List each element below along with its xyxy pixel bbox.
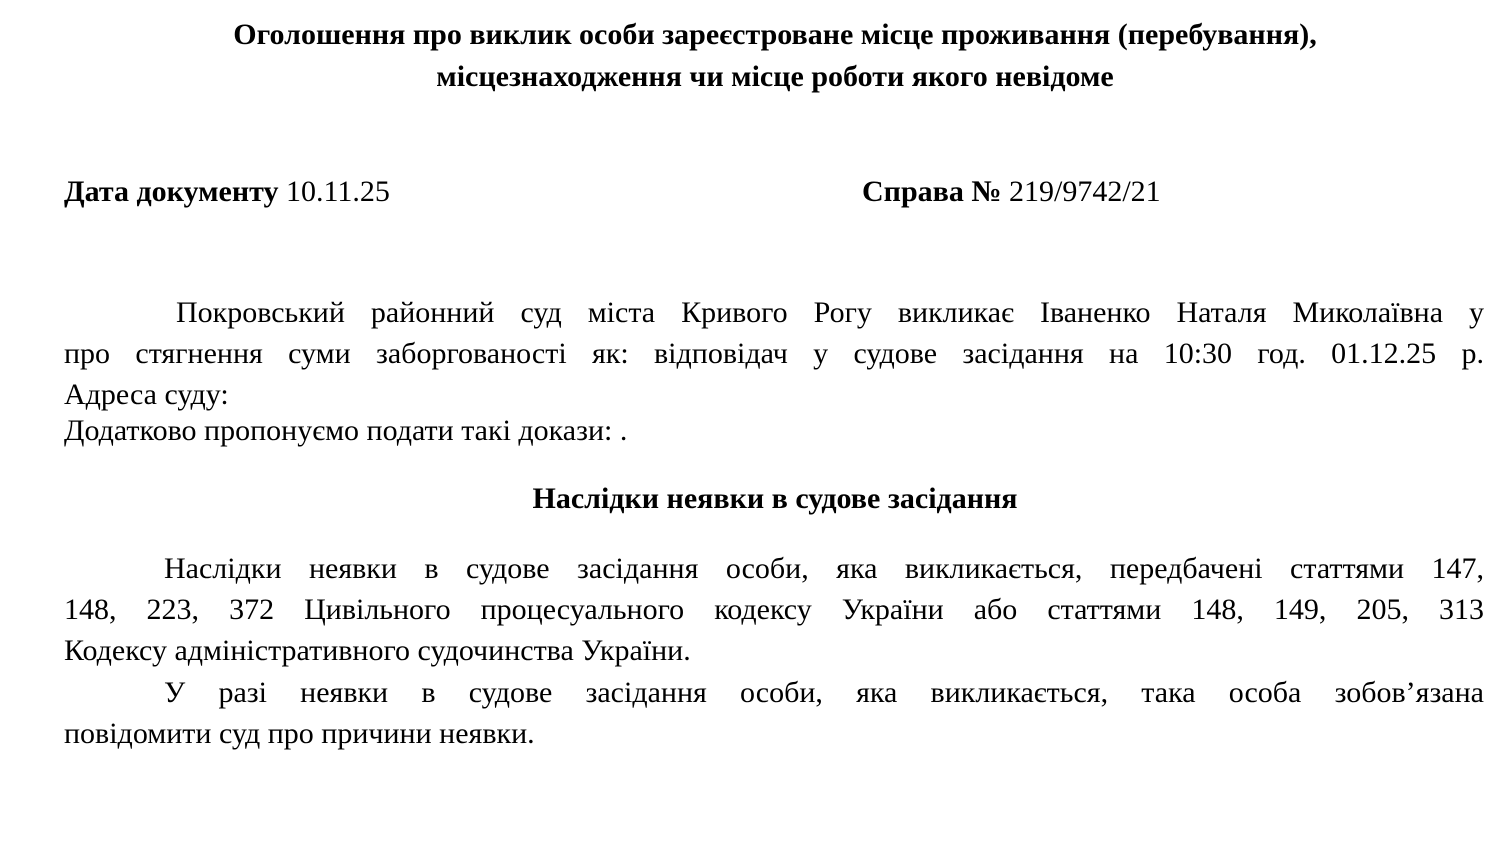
document-date	[64, 175, 390, 209]
notice-paragraph	[64, 672, 1484, 754]
summons-paragraph	[64, 292, 1484, 415]
consequences-paragraph	[64, 548, 1484, 671]
summons-line-2: про стягнення суми заборгованості як: відповідач у судове засідання на 10:30 год. 01.12.25 р.	[64, 337, 1484, 370]
document-title-line-2: місцезнаходження чи місце роботи якого невідоме	[436, 60, 1114, 93]
case-number-label: Справа №	[862, 175, 1002, 208]
document-date-label: Дата документу	[64, 175, 279, 208]
summons-line-3: Адреса суду:	[64, 378, 229, 411]
section-title: Наслідки неявки в судове засідання	[532, 482, 1018, 515]
consequences-line-3: Кодексу адміністративного судочинства України.	[64, 634, 691, 667]
notice-line-2: повідомити суд про причини неявки.	[64, 717, 535, 750]
evidence-paragraph	[64, 410, 1484, 451]
summons-line-1: Покровський районний суд міста Кривого Рогу викликає Іваненко Наталя Миколаївна у	[176, 296, 1484, 329]
consequences-line-2: 148, 223, 372 Цивільного процесуального кодексу України або статтями 148, 149, 205, 313	[64, 593, 1484, 626]
case-number	[862, 175, 1161, 209]
document-date-value: 10.11.25	[285, 175, 390, 208]
document-title-line-1: Оголошення про виклик особи зареєстроване місце проживання (перебування),	[233, 18, 1317, 51]
evidence-line: Додатково пропонуємо подати такі докази: .	[64, 414, 628, 447]
notice-line-1: У разі неявки в судове засідання особи, яка викликається, така особа зобов’язана	[164, 676, 1484, 709]
consequences-line-1: Наслідки неявки в судове засідання особи, яка викликається, передбачені статтями 147,	[164, 552, 1484, 585]
case-number-value: 219/9742/21	[1008, 175, 1161, 208]
